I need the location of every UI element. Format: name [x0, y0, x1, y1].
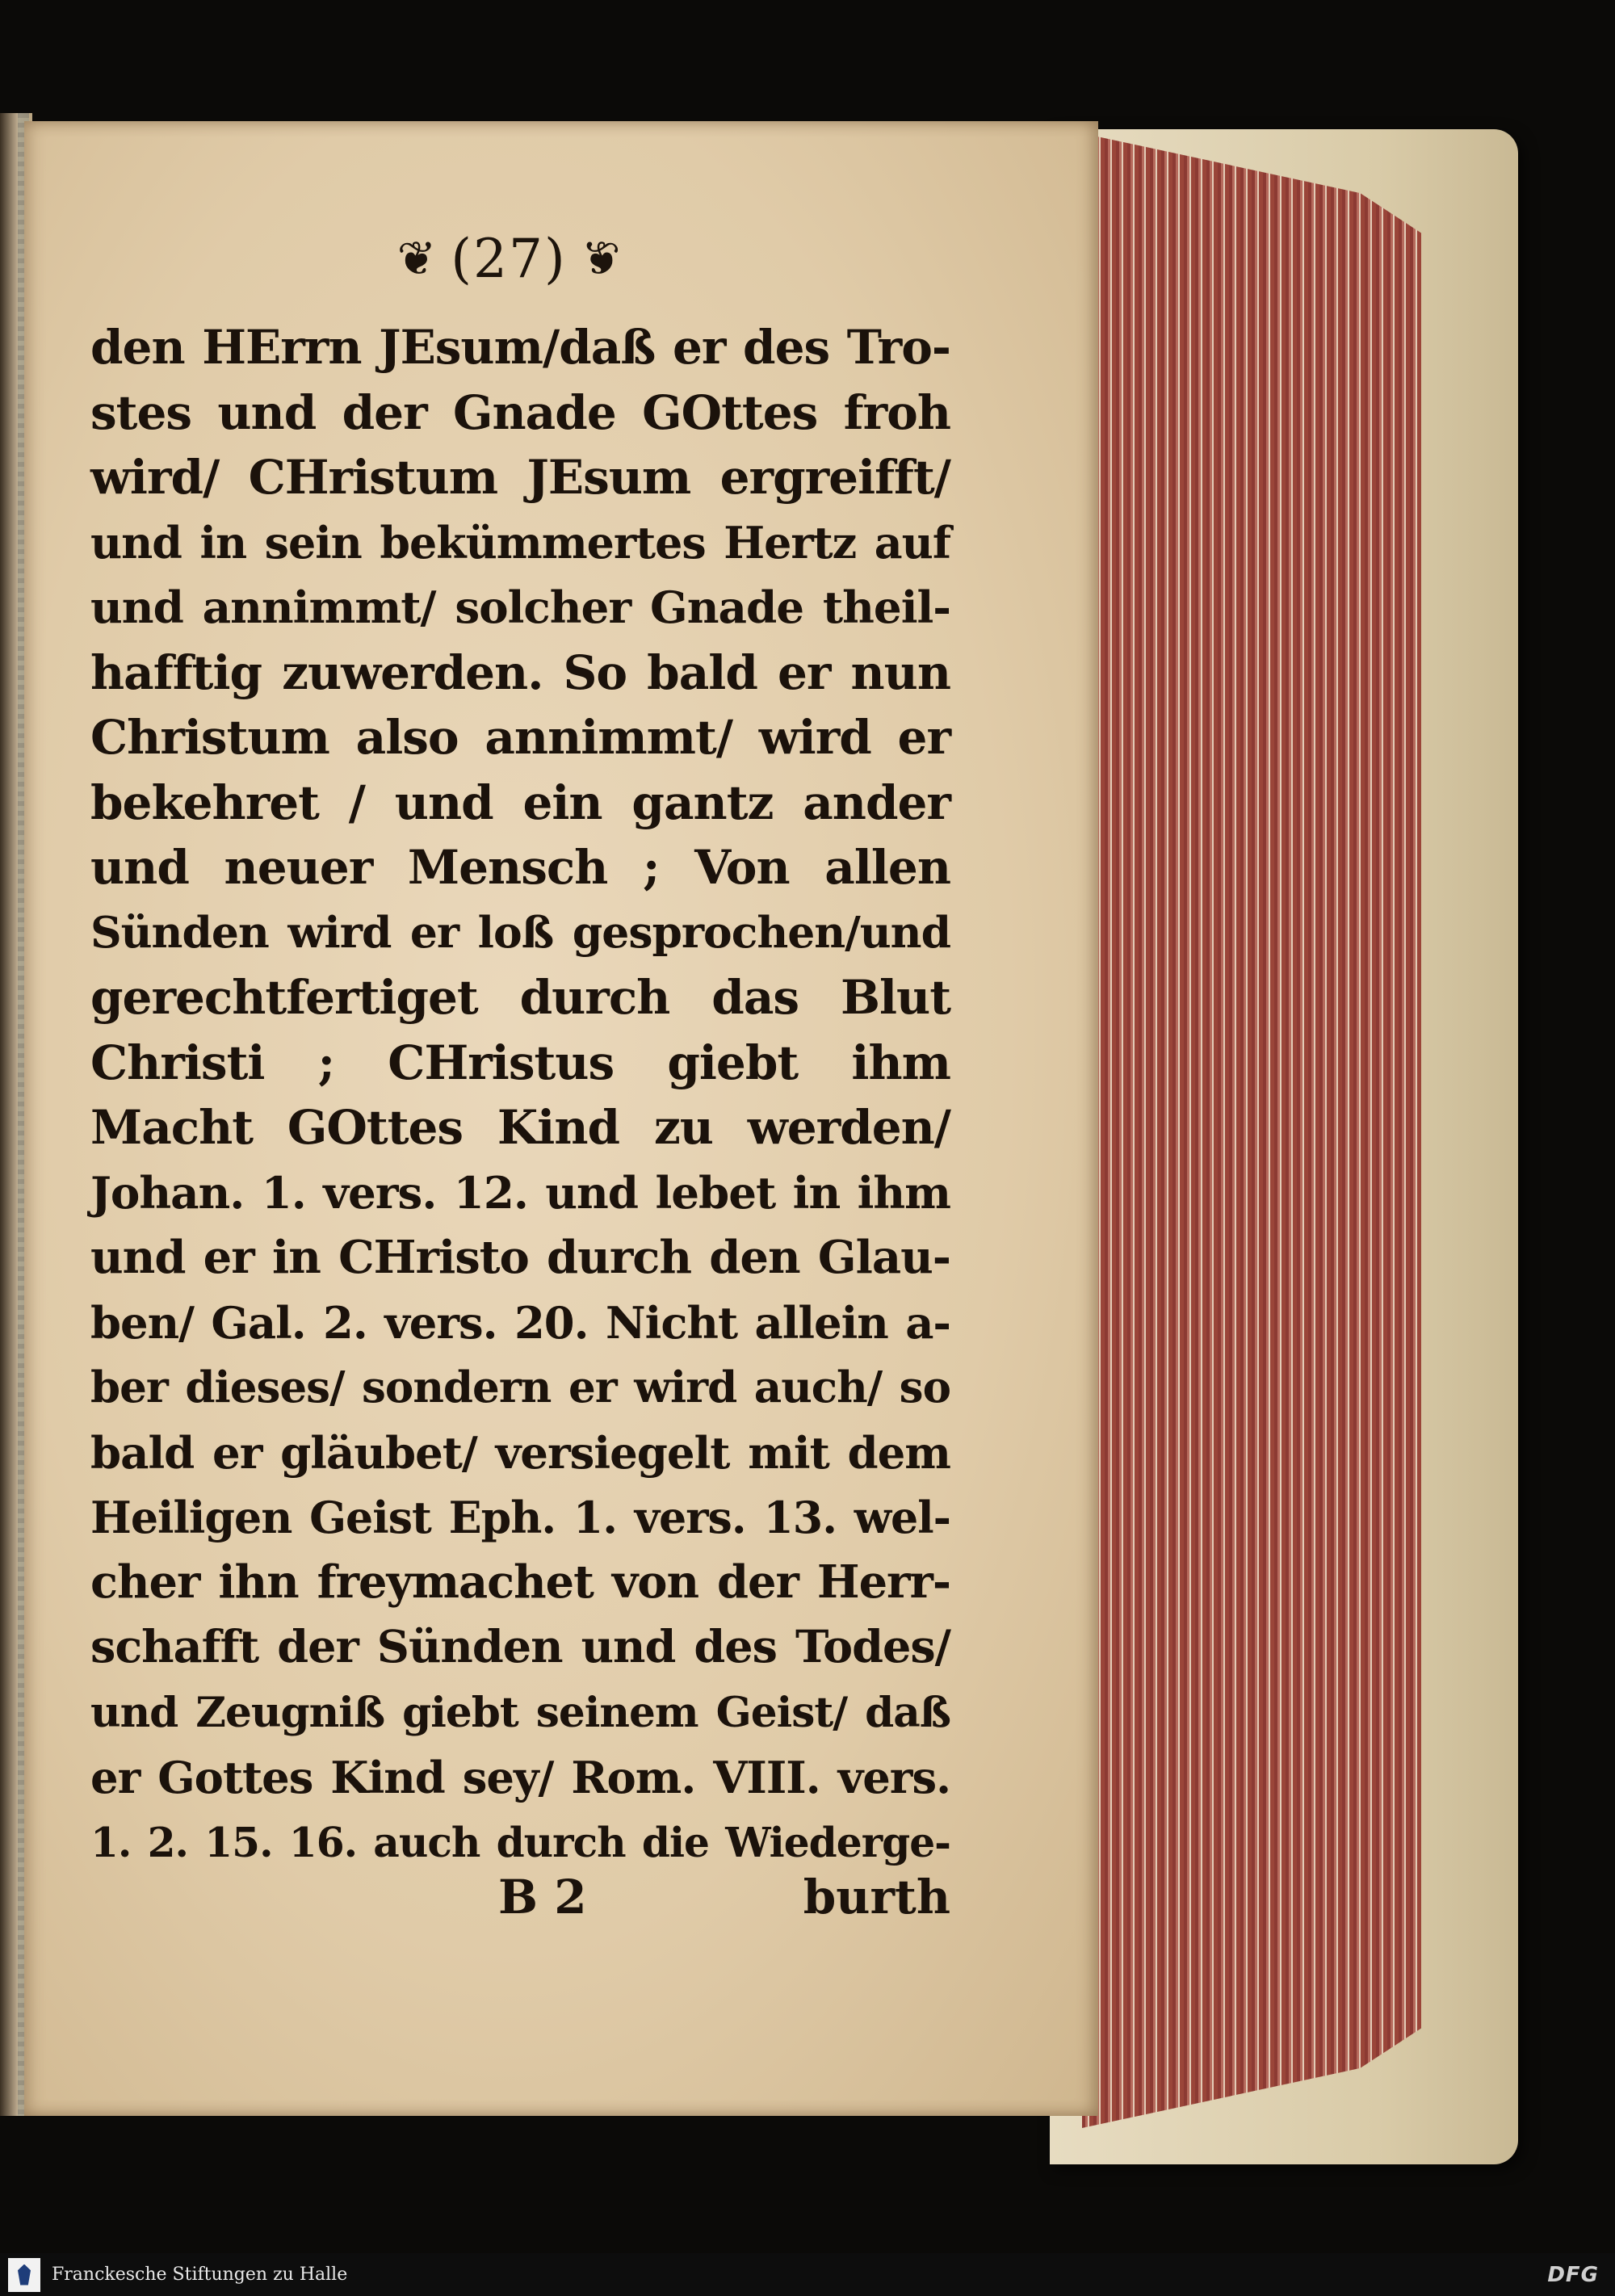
text-line: 1. 2. 15. 16. auch durch die Wiederge- [90, 1818, 950, 1866]
dfg-logo-icon: DFG [1547, 2262, 1599, 2287]
signature-mark: B 2 [498, 1870, 587, 1925]
text-line: Macht GOttes Kind zu werden/ [90, 1100, 950, 1155]
page-header [307, 222, 711, 295]
text-line: und annimmt/ solcher Gnade theil- [90, 581, 950, 633]
text-line: bekehret / und ein gantz ander [90, 774, 950, 830]
text-line: Christi ; CHristus giebt ihm [90, 1035, 950, 1090]
text-line: den HErrn JEsum/daß er des Tro- [90, 320, 950, 375]
catchword: burth [803, 1870, 950, 1925]
text-line: hafftig zuwerden. So bald er nun [90, 644, 950, 700]
institution-name: Franckesche Stiftungen zu Halle [52, 2265, 348, 2285]
text-line: Christum also annimmt/ wird er [90, 710, 950, 765]
text-line: und in sein bekümmertes Hertz auf [90, 516, 950, 569]
francke-foundations-logo-icon [8, 2258, 40, 2292]
text-line: und er in CHristo durch den Glau- [90, 1231, 950, 1284]
ornament-left-icon: ❦ [396, 231, 437, 286]
attribution-bar [0, 2253, 1615, 2296]
text-line: und Zeugniß giebt seinem Geist/ daß [90, 1687, 950, 1737]
text-line: schafft der Sünden und des Todes/ [90, 1621, 950, 1673]
text-line: bald er gläubet/ versiegelt mit dem [90, 1426, 950, 1479]
ornament-right-icon: ❦ [581, 231, 621, 286]
text-line: Heiligen Geist Eph. 1. vers. 13. wel- [90, 1492, 950, 1543]
text-line: cher ihn freymachet von der Herr- [90, 1555, 950, 1609]
text-line: Johan. 1. vers. 12. und lebet in ihm [90, 1166, 950, 1219]
page-footer [90, 1870, 950, 1934]
logo-mark [18, 2265, 31, 2286]
page-number: (27) [451, 227, 567, 290]
text-line: stes und der Gnade GOttes froh [90, 384, 950, 440]
page-text [90, 315, 950, 1875]
text-line: er Gottes Kind sey/ Rom. VIII. vers. [90, 1752, 950, 1803]
text-line: und neuer Mensch ; Von allen [90, 840, 950, 895]
text-line: gerechtfertiget durch das Blut [90, 970, 950, 1025]
text-line: ber dieses/ sondern er wird auch/ so [90, 1362, 950, 1412]
text-line: Sünden wird er loß gesprochen/und [90, 906, 950, 958]
text-line: ben/ Gal. 2. vers. 20. Nicht allein a- [90, 1296, 950, 1349]
text-line: wird/ CHristum JEsum ergreifft/ [90, 450, 950, 505]
page-fore-edge [1082, 133, 1421, 2128]
